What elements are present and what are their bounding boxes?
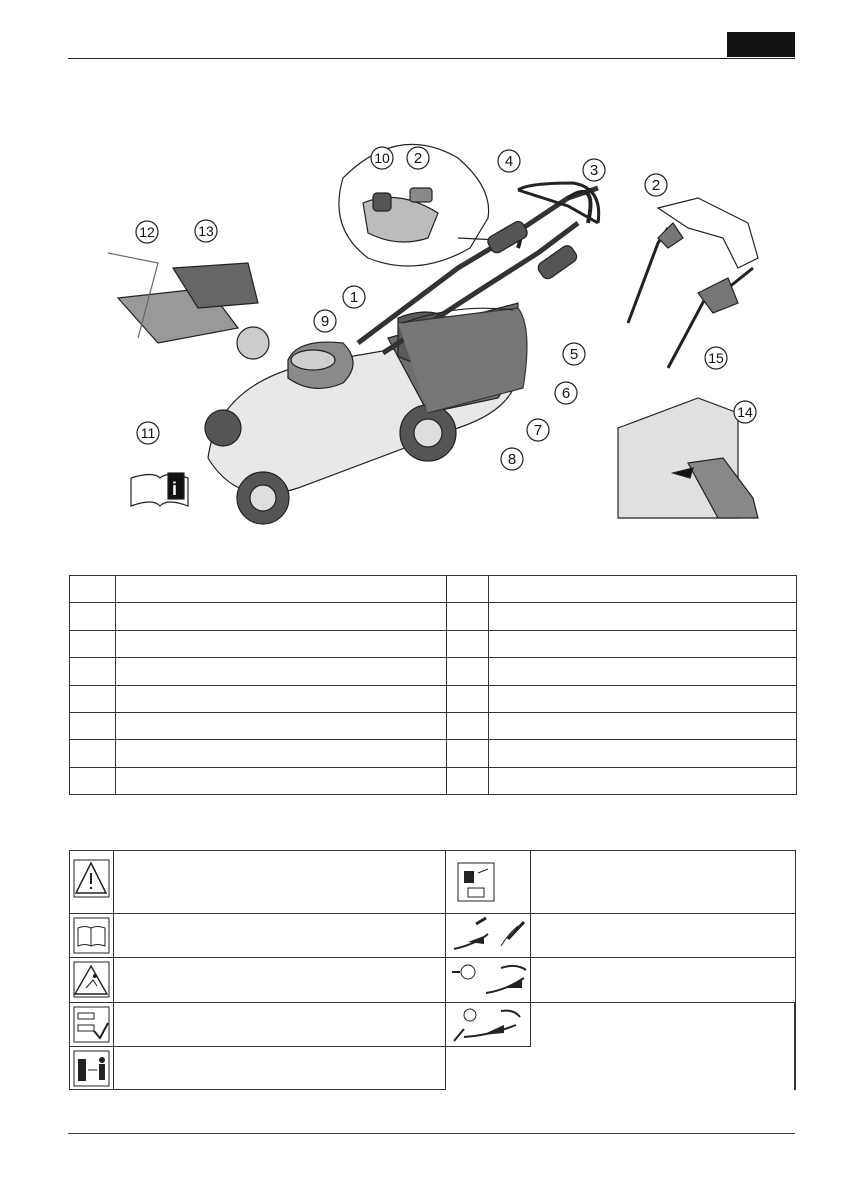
symbol-text <box>113 1002 446 1047</box>
inset-mulching-plug <box>616 388 788 518</box>
callout-3 <box>583 159 605 181</box>
svg-text:10: 10 <box>374 150 390 166</box>
svg-text:11: 11 <box>140 425 156 441</box>
symbol-text <box>530 850 796 914</box>
callout-14 <box>734 401 756 423</box>
symbol-icon-cell <box>445 850 531 914</box>
inset-handle-fold <box>628 198 758 368</box>
symbol-text <box>530 1002 796 1047</box>
symbol-text <box>530 957 796 1003</box>
part-number-cell <box>70 603 116 630</box>
part-name-cell <box>116 685 447 712</box>
table-edge <box>794 1002 796 1090</box>
svg-text:15: 15 <box>708 350 724 366</box>
callout-10 <box>371 147 393 169</box>
svg-text:4: 4 <box>504 153 514 170</box>
callout-11 <box>137 422 159 444</box>
part-name-cell <box>489 630 797 657</box>
symbol-text <box>113 1046 446 1090</box>
part-name-cell <box>116 630 447 657</box>
lever-engage-icon <box>446 914 530 957</box>
symbol-icon-cell <box>445 957 531 1003</box>
manual-info-icon <box>131 473 188 506</box>
part-name-cell <box>116 767 447 794</box>
part-name-cell <box>489 603 797 630</box>
part-name-cell <box>489 712 797 739</box>
part-number-cell <box>447 712 489 739</box>
lever-release-icon <box>446 1003 530 1046</box>
svg-text:2: 2 <box>413 150 423 167</box>
parts-table-row <box>70 630 797 657</box>
callout-2-inset <box>645 174 667 196</box>
svg-text:7: 7 <box>533 422 543 439</box>
svg-text:1: 1 <box>349 289 359 306</box>
parts-table-row <box>70 767 797 794</box>
header-rule <box>68 58 795 59</box>
part-number-cell <box>447 767 489 794</box>
part-number-cell <box>447 603 489 630</box>
symbol-icon-cell <box>69 957 114 1003</box>
svg-text:2: 2 <box>651 177 661 194</box>
part-number-cell <box>447 685 489 712</box>
part-name-cell <box>489 685 797 712</box>
spark-plug-disconnect-icon <box>70 1003 113 1046</box>
symbol-text <box>113 913 446 958</box>
part-name-cell <box>116 658 447 685</box>
keep-distance-icon <box>70 1047 113 1089</box>
symbol-text <box>530 913 796 958</box>
callout-2-main <box>407 147 429 169</box>
symbol-icon-cell <box>445 1002 531 1047</box>
part-number-cell <box>70 658 116 685</box>
symbol-icon-cell <box>69 1046 114 1090</box>
svg-text:i: i <box>172 479 178 499</box>
header-tab <box>727 32 795 57</box>
part-name-cell <box>116 740 447 767</box>
engine-maintenance-icon <box>446 851 530 913</box>
callout-6 <box>555 382 577 404</box>
callout-5 <box>563 343 585 365</box>
parts-table <box>69 575 797 795</box>
callout-8 <box>501 448 523 470</box>
callout-4 <box>498 150 520 172</box>
callout-9 <box>314 310 336 332</box>
symbol-text <box>113 850 446 914</box>
part-name-cell <box>489 740 797 767</box>
part-number-cell <box>447 630 489 657</box>
callout-12 <box>136 221 158 243</box>
part-number-cell <box>70 712 116 739</box>
symbols-table <box>69 850 796 1090</box>
part-number-cell <box>70 685 116 712</box>
svg-text:6: 6 <box>561 385 571 402</box>
part-name-cell <box>489 576 797 603</box>
part-name-cell <box>489 767 797 794</box>
callout-1 <box>343 286 365 308</box>
callout-7 <box>527 419 549 441</box>
blade-brake-icon <box>446 958 530 1002</box>
part-name-cell <box>116 712 447 739</box>
svg-text:12: 12 <box>139 224 155 240</box>
part-number-cell <box>447 658 489 685</box>
part-number-cell <box>447 740 489 767</box>
svg-text:5: 5 <box>569 346 579 363</box>
part-number-cell <box>70 740 116 767</box>
part-number-cell <box>70 630 116 657</box>
svg-text:13: 13 <box>198 223 214 239</box>
footer-rule <box>68 1133 795 1134</box>
svg-text:14: 14 <box>737 404 753 420</box>
inset-grass-bag <box>108 248 269 359</box>
parts-table-row <box>70 740 797 767</box>
read-manual-icon <box>70 914 113 957</box>
part-name-cell <box>116 603 447 630</box>
parts-table-row <box>70 658 797 685</box>
warning-triangle-icon <box>70 851 113 913</box>
parts-table-row <box>70 685 797 712</box>
svg-text:8: 8 <box>507 451 517 468</box>
svg-text:3: 3 <box>589 162 599 179</box>
symbol-icon-cell <box>69 913 114 958</box>
parts-table-row <box>70 576 797 603</box>
part-number-cell <box>447 576 489 603</box>
symbol-icon-cell <box>69 850 114 914</box>
callout-13 <box>195 220 217 242</box>
symbol-text <box>113 957 446 1003</box>
parts-table-row <box>70 712 797 739</box>
part-number-cell <box>70 767 116 794</box>
part-name-cell <box>489 658 797 685</box>
part-name-cell <box>116 576 447 603</box>
symbol-icon-cell <box>445 913 531 958</box>
callout-15 <box>705 347 727 369</box>
mower-overview-figure <box>98 128 788 528</box>
part-number-cell <box>70 576 116 603</box>
thrown-objects-icon <box>70 958 113 1002</box>
symbol-icon-cell <box>69 1002 114 1047</box>
parts-table-row <box>70 603 797 630</box>
svg-text:9: 9 <box>320 313 330 330</box>
